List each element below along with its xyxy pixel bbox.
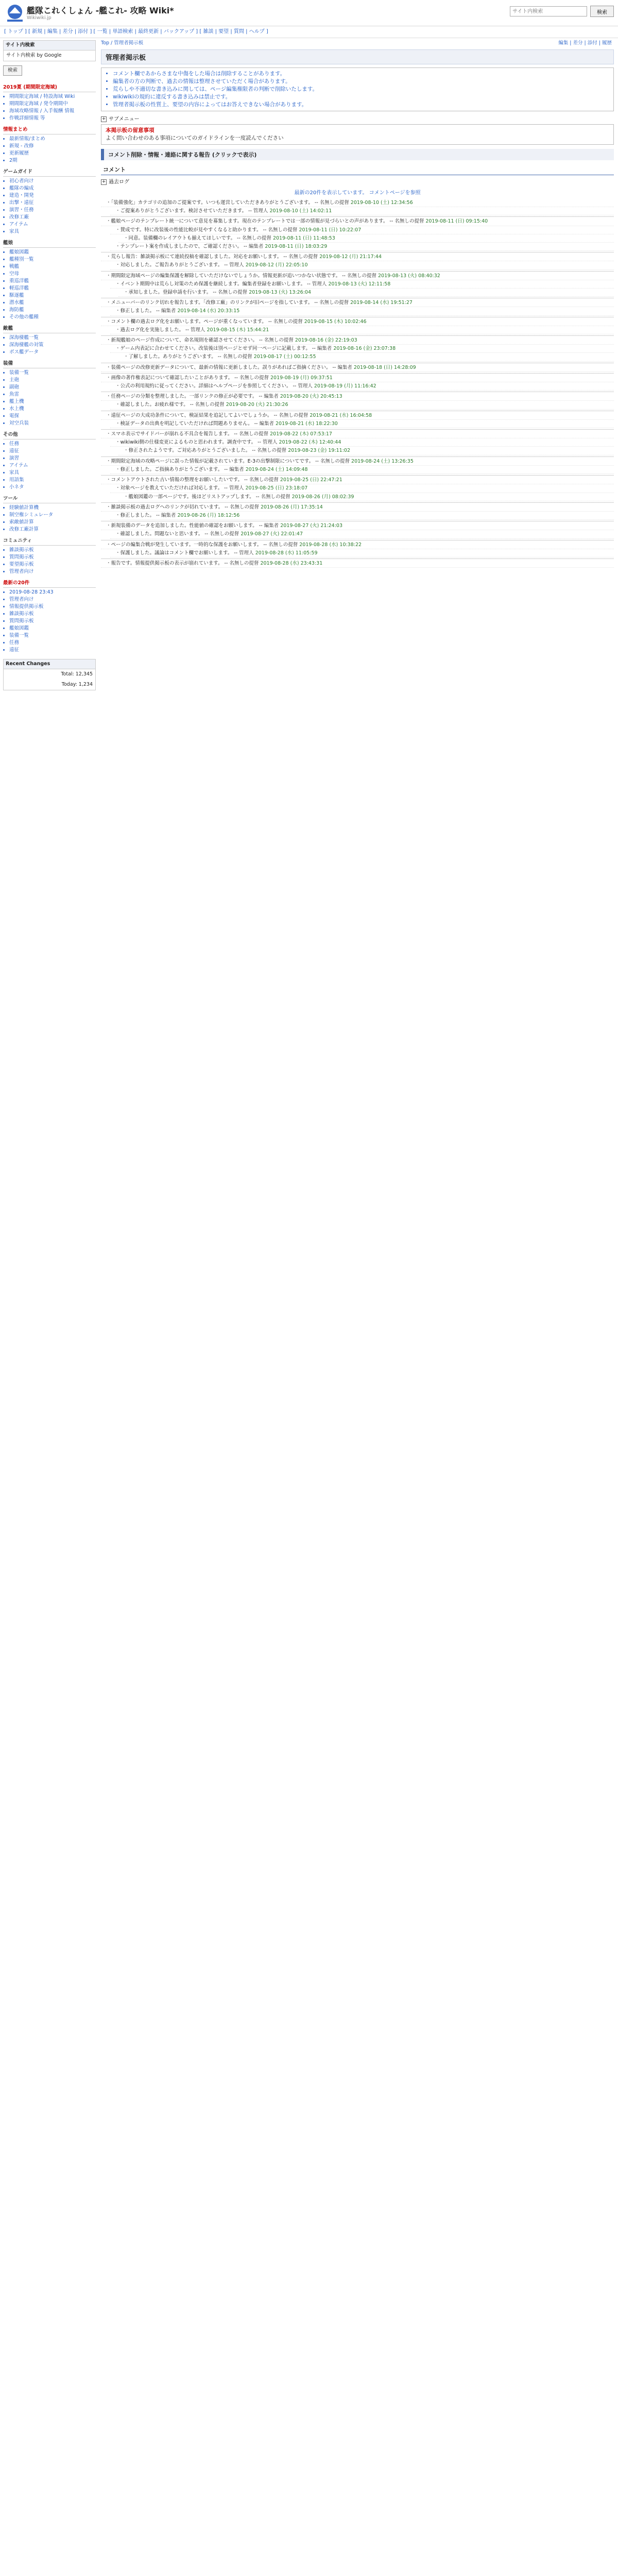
list-item[interactable]: • 質問掲示板 bbox=[9, 618, 96, 625]
comment-date: 2019-08-18 (日) 14:28:09 bbox=[353, 364, 416, 370]
list-item[interactable]: • 任務 bbox=[9, 639, 96, 647]
list-item[interactable]: • 作戦詳細情報 等 bbox=[9, 115, 96, 122]
comment-item bbox=[101, 363, 614, 372]
comment-author: 編集者 bbox=[264, 394, 280, 400]
list-item[interactable]: • 出撃・遠征 bbox=[9, 199, 96, 207]
comment-date: 2019-08-11 (日) 18:03:29 bbox=[265, 244, 328, 250]
list-item[interactable]: • 電探 bbox=[9, 413, 96, 420]
comment-text: スマホ表示でサイドバーが崩れる不具合を報告します。 -- bbox=[111, 431, 239, 437]
page-title: 管理者掲示板 bbox=[101, 49, 614, 64]
comment-date: 2019-08-17 (土) 00:12:55 bbox=[253, 354, 316, 360]
list-item[interactable]: • 任務 bbox=[9, 440, 96, 448]
comment-item bbox=[110, 243, 614, 251]
comment-date: 2019-08-13 (火) 12:11:58 bbox=[328, 281, 391, 287]
comment-author: 編集者 bbox=[259, 420, 276, 427]
list-item[interactable]: • 装備一覧 bbox=[9, 369, 96, 377]
comment-author: 名無しの提督 bbox=[239, 431, 270, 437]
comment-text: 過去ログ化を実施しました。 -- bbox=[120, 327, 191, 333]
comment-author: 名無しの提督 bbox=[288, 254, 320, 260]
list-item[interactable]: • 家具 bbox=[9, 228, 96, 235]
submenu-fold-label[interactable]: サブメニュー bbox=[109, 116, 140, 122]
list-item[interactable]: • アイテム bbox=[9, 221, 96, 228]
comment-date: 2019-08-20 (火) 20:45:13 bbox=[280, 394, 342, 400]
comment-item bbox=[101, 411, 614, 420]
comment-text: wikiwiki側の仕様変更によるものと思われます。調査中です。 -- bbox=[120, 439, 263, 446]
list-item[interactable]: • 改修工廠 bbox=[9, 214, 96, 221]
comment-author: 名無しの提督 bbox=[279, 412, 310, 418]
list-item[interactable]: • その他の艦種 bbox=[9, 314, 96, 321]
comment-author: 管理人 bbox=[229, 485, 246, 492]
notice-box bbox=[101, 67, 614, 111]
comment-date: 2019-08-15 (木) 15:44:21 bbox=[207, 327, 269, 333]
sidebar-community-title: コミュニティ bbox=[3, 537, 96, 546]
sidebar-game-title: ゲームガイド bbox=[3, 168, 96, 177]
sidebar-search-box bbox=[3, 40, 96, 61]
sidebar-other-list bbox=[3, 440, 96, 491]
comment-date: 2019-08-26 (月) 17:35:14 bbox=[261, 504, 323, 510]
comment-item bbox=[110, 549, 614, 557]
comment-text: ご提案ありがとうございます。検討させていただきます。 -- bbox=[120, 208, 253, 214]
list-item[interactable]: • 更新履歴 bbox=[9, 150, 96, 157]
comment-date: 2019-08-28 (水) 11:05:59 bbox=[255, 550, 318, 556]
sidebar bbox=[0, 38, 99, 2576]
comment-text: 艦娘ページのテンプレート統一について意見を募集します。現在のテンプレートでは一部の情報が見づらいとの声があります。 -- bbox=[111, 218, 395, 225]
comment-text: ページの編集合戦が発生しています。一時的な保護をお願いします。 -- bbox=[111, 541, 269, 548]
alert-box bbox=[101, 124, 614, 145]
comment-author: 編集者 bbox=[337, 364, 354, 370]
comment-author: 編集者 bbox=[161, 512, 178, 518]
comment-author: 管理人 bbox=[263, 439, 279, 446]
list-item[interactable]: • wikiwikiの規約に違反する書き込みは禁止です。 bbox=[113, 93, 609, 101]
list-item[interactable]: • ボス艦データ bbox=[9, 349, 96, 356]
sidebar-tools-title: ツール bbox=[3, 495, 96, 503]
list-item[interactable]: • 対空兵装 bbox=[9, 420, 96, 427]
comment-date: 2019-08-12 (月) 22:05:10 bbox=[245, 262, 308, 268]
list-item[interactable]: • 新規 - 改修 bbox=[9, 143, 96, 150]
comment-pager[interactable]: 最新の20件を表示しています。 コメントページを参照 bbox=[294, 190, 421, 196]
comment-date: 2019-08-22 (木) 07:53:17 bbox=[270, 431, 332, 437]
list-item[interactable]: • 制空権シミュレータ bbox=[9, 512, 96, 519]
sidebar-tools-list bbox=[3, 504, 96, 533]
comment-author: 名無しの提督 bbox=[210, 531, 241, 537]
list-item[interactable]: • 駆逐艦 bbox=[9, 292, 96, 299]
list-item[interactable]: • 潜水艦 bbox=[9, 299, 96, 307]
comment-item bbox=[110, 512, 614, 520]
comment-item bbox=[101, 502, 614, 512]
comment-author: 名無しの提督 bbox=[273, 318, 304, 325]
comment-item bbox=[110, 207, 614, 215]
comment-author: 名無しの提督 bbox=[394, 218, 426, 225]
list-item[interactable]: • 海防艦 bbox=[9, 307, 96, 314]
comment-date: 2019-08-23 (金) 19:11:02 bbox=[288, 448, 351, 454]
sidebar-enemy-list bbox=[3, 334, 96, 356]
expand-icon[interactable]: + bbox=[101, 179, 106, 184]
comment-date: 2019-08-25 (日) 23:18:07 bbox=[245, 485, 308, 492]
comment-item bbox=[101, 216, 614, 226]
sidebar-enemy-title: 敵艦 bbox=[3, 325, 96, 333]
list-item[interactable]: • 期間限定海域 / 特設海域 Wiki bbox=[9, 93, 96, 100]
comment-author: 名無しの提督 bbox=[264, 337, 295, 344]
comment-item bbox=[110, 530, 614, 538]
comment-text: 了解しました。ありがとうございます。 -- bbox=[128, 354, 223, 360]
comment-item bbox=[101, 199, 614, 207]
sidebar-other-title: その他 bbox=[3, 431, 96, 439]
comment-text: 装備ページの改修更新データについて、最新の情報に更新しました。誤りがあればご指摘ください。 -- bbox=[111, 364, 338, 370]
sidebar-search-title: サイト内検索 bbox=[4, 41, 95, 50]
comment-author: 名無しの提督 bbox=[268, 227, 299, 233]
comment-text: 画像の著作権表記について確認したいことがあります。 -- bbox=[111, 375, 239, 381]
comment-date: 2019-08-14 (水) 20:33:15 bbox=[177, 308, 240, 314]
comment-text: 保護しました。議論はコメント欄でお願いします。 -- bbox=[120, 550, 239, 556]
comment-text: 雑談掲示板の過去ログへのリンクが切れています。 -- bbox=[111, 504, 230, 510]
comment-date: 2019-08-19 (月) 09:37:51 bbox=[270, 375, 333, 381]
comment-item bbox=[110, 466, 614, 474]
list-item[interactable]: • コメント欄であからさまな中傷をした場合は削除することがあります。 bbox=[113, 70, 609, 78]
comment-author: 名無しの提督 bbox=[229, 504, 261, 510]
list-item[interactable]: • 水上機 bbox=[9, 405, 96, 413]
comment-date: 2019-08-19 (月) 11:16:42 bbox=[314, 383, 376, 389]
list-item[interactable]: • 遠征 bbox=[9, 448, 96, 455]
comment-author: 名無しの提督 bbox=[218, 290, 249, 296]
list-item[interactable]: • 軽巡洋艦 bbox=[9, 285, 96, 292]
sidebar-search-value[interactable]: サイト内検索 by Google bbox=[6, 53, 62, 58]
comment-date: 2019-08-27 (火) 22:01:47 bbox=[241, 531, 303, 537]
comment-text: テンプレート案を作成しましたので、ご確認ください。 -- bbox=[120, 244, 249, 250]
list-item[interactable]: • 艦娘図鑑 bbox=[9, 249, 96, 256]
comment-date: 2019-08-15 (木) 10:02:46 bbox=[304, 318, 367, 325]
comment-item bbox=[118, 353, 614, 361]
list-item[interactable]: • 艦種別一覧 bbox=[9, 256, 96, 263]
comment-item bbox=[101, 475, 614, 484]
list-item[interactable]: • 艦隊の編成 bbox=[9, 185, 96, 192]
comment-date: 2019-08-14 (水) 19:51:27 bbox=[350, 300, 413, 306]
comment-text: 新規装備のデータを追加しました。性能値の確認をお願いします。 -- bbox=[111, 523, 264, 529]
list-item[interactable]: • 装備一覧 bbox=[9, 632, 96, 639]
comment-item bbox=[118, 493, 614, 501]
comment-date: 2019-08-12 (月) 21:17:44 bbox=[319, 254, 382, 260]
sidebar-equip-title: 装備 bbox=[3, 360, 96, 368]
comment-item bbox=[110, 307, 614, 315]
list-item[interactable]: • 雑談掲示板 bbox=[9, 611, 96, 618]
sidebar-community-list bbox=[3, 547, 96, 575]
sidebar-news-title: 2019夏 (期間限定海域) bbox=[3, 84, 96, 92]
list-item[interactable]: • 家具 bbox=[9, 469, 96, 477]
comment-text: 公式の利用規約に従ってください。詳細はヘルプページを参照してください。 -- bbox=[120, 383, 298, 389]
site-header bbox=[0, 0, 618, 26]
comment-text: コメント欄の過去ログ化をお願いします。ページが重くなっています。 -- bbox=[111, 318, 273, 325]
sidebar-counter-total: Total: 12,345 bbox=[61, 671, 93, 677]
comment-text: コメントアウトされた古い情報の整理をお願いしたいです。 -- bbox=[111, 477, 249, 483]
comment-author: 編集者 bbox=[161, 308, 178, 314]
report-section-heading[interactable]: コメント削除・情報・連絡に関する報告 (クリックで表示) bbox=[101, 149, 614, 160]
comment-date: 2019-08-26 (月) 08:02:39 bbox=[291, 494, 354, 500]
comment-author: 名無しの提督 bbox=[268, 541, 300, 548]
alert-text[interactable]: よく問い合わせのある事項についてのガイドラインを一度読んでください bbox=[106, 135, 284, 141]
main-content bbox=[101, 38, 614, 2576]
list-item[interactable]: • 改修工廠計算 bbox=[9, 526, 96, 533]
list-item[interactable]: • 管理者向け bbox=[9, 596, 96, 603]
comment-text: 艦娘図鑑の一部ページです。後ほどリストアップします。 -- bbox=[128, 494, 261, 500]
comment-text: 確認しました。問題ないと思います。 -- bbox=[120, 531, 210, 537]
comment-item bbox=[118, 289, 614, 297]
comment-item bbox=[110, 226, 614, 234]
comment-text: 修正しました。 -- bbox=[120, 308, 161, 314]
comment-date: 2019-08-16 (金) 22:19:03 bbox=[295, 337, 357, 344]
comment-author: 名無しの提督 bbox=[242, 235, 273, 241]
comment-item bbox=[110, 280, 614, 289]
comment-author: 名無しの提督 bbox=[249, 477, 280, 483]
site-subtitle: Wikiwiki.jp bbox=[27, 15, 52, 21]
sidebar-game-list bbox=[3, 178, 96, 235]
comment-text: 修正しました。 -- bbox=[120, 512, 161, 518]
list-item[interactable]: • 情報提供掲示板 bbox=[9, 603, 96, 611]
list-item[interactable]: • 管理者向け bbox=[9, 568, 96, 575]
comment-item bbox=[110, 326, 614, 334]
comment-author: 名無しの提督 bbox=[347, 273, 378, 279]
list-item[interactable]: • 建造・開発 bbox=[9, 192, 96, 199]
archive-fold[interactable] bbox=[101, 177, 614, 185]
comment-text: 賛成です。特に改装後の性能比較が見やすくなると助かります。 -- bbox=[120, 227, 268, 233]
comment-text: 新規艦娘のページ作成について、命名規則を確認させてください。 -- bbox=[111, 337, 264, 344]
sidebar-summary-list bbox=[3, 135, 96, 164]
comment-item bbox=[101, 335, 614, 345]
comment-author: 管理人 bbox=[229, 262, 246, 268]
list-item[interactable]: • 索敵値計算 bbox=[9, 519, 96, 526]
list-item[interactable]: • 深海棲艦一覧 bbox=[9, 334, 96, 342]
sidebar-recent-list bbox=[3, 589, 96, 654]
comment-date: 2019-08-13 (火) 08:40:32 bbox=[378, 273, 440, 279]
comment-author: 名無しの提督 bbox=[319, 300, 351, 306]
comment-item bbox=[110, 382, 614, 391]
comment-author: 編集者 bbox=[264, 523, 281, 529]
comment-item bbox=[110, 345, 614, 353]
list-item[interactable]: • 初心者向け bbox=[9, 178, 96, 185]
alert-title: 本掲示板の留意事項 bbox=[106, 127, 154, 133]
comment-date: 2019-08-10 (土) 14:02:11 bbox=[269, 208, 332, 214]
page-toolbar bbox=[101, 38, 614, 48]
comment-text: イベント期間中は荒らし対策のため保護を継続します。編集者登録をお願いします。 -- bbox=[120, 281, 312, 287]
list-item[interactable]: • 艦上機 bbox=[9, 398, 96, 405]
sidebar-search-button[interactable]: 検索 bbox=[3, 65, 22, 76]
comment-date: 2019-08-24 (土) 14:09:48 bbox=[245, 466, 308, 472]
comment-item bbox=[101, 429, 614, 438]
sidebar-counter-box bbox=[3, 659, 96, 690]
comment-text: 検証データの出典を明記していただければ問題ありません。 -- bbox=[120, 420, 260, 427]
comment-text: 修正されたようです。ご対応ありがとうございました。 -- bbox=[128, 448, 258, 454]
comment-author: 編集者 bbox=[248, 244, 265, 250]
comment-date: 2019-08-22 (木) 12:40:44 bbox=[279, 439, 341, 446]
sidebar-recent-title: 最新の20件 bbox=[3, 580, 96, 588]
list-item[interactable]: • 編集者の方の判断で、過去の情報は整理させていただく場合があります。 bbox=[113, 78, 609, 86]
sidebar-kanmusu-list bbox=[3, 249, 96, 321]
comment-text: 期間限定海域の攻略ページに誤った情報が記載されています。E-3の出撃制限についてです。 -- bbox=[111, 458, 320, 464]
comment-author: 編集者 bbox=[317, 346, 334, 352]
sidebar-counter-title: Recent Changes bbox=[4, 659, 95, 669]
comment-date: 2019-08-13 (火) 13:26:04 bbox=[249, 290, 312, 296]
comment-date: 2019-08-25 (日) 22:47:21 bbox=[280, 477, 342, 483]
comment-author: 管理人 bbox=[253, 208, 270, 214]
comment-text: 同意。装備欄のレイアウトも揃えてほしいです。 -- bbox=[128, 235, 242, 241]
comment-date: 2019-08-20 (火) 21:30:26 bbox=[226, 402, 288, 408]
sidebar-summary-title: 情報まとめ bbox=[3, 126, 96, 134]
expand-icon[interactable]: + bbox=[101, 116, 106, 122]
notice-list bbox=[106, 70, 609, 109]
submenu-fold[interactable] bbox=[101, 114, 614, 122]
comment-date: 2019-08-28 (水) 23:43:31 bbox=[260, 560, 323, 566]
comment-item bbox=[118, 447, 614, 455]
header-search-input[interactable] bbox=[510, 6, 587, 16]
comment-date: 2019-08-11 (日) 11:48:53 bbox=[272, 235, 335, 241]
comment-author: 管理人 bbox=[190, 327, 207, 333]
comment-text: 期間限定海域ページの編集保護を解除していただけないでしょうか。情報更新が追いつかない状態です。 -- bbox=[111, 273, 347, 279]
list-item[interactable]: • 空母 bbox=[9, 270, 96, 278]
comment-author: 名無しの提督 bbox=[222, 354, 254, 360]
list-item[interactable]: • 魚雷 bbox=[9, 391, 96, 398]
sidebar-equip-list bbox=[3, 369, 96, 427]
list-item[interactable]: • 最新情報/まとめ bbox=[9, 135, 96, 143]
sidebar-kanmusu-title: 艦娘 bbox=[3, 240, 96, 248]
comment-item bbox=[110, 484, 614, 493]
list-item[interactable]: • 質問掲示板 bbox=[9, 554, 96, 561]
comment-text: メニューバーのリンク切れを報告します。「改修工廠」のリンクが旧ページを指しています。 -- bbox=[111, 300, 320, 306]
list-item[interactable]: • 期間限定海域 / 発令期間中 bbox=[9, 100, 96, 108]
comment-date: 2019-08-28 (水) 10:38:22 bbox=[299, 541, 362, 548]
list-item[interactable]: • 重巡洋艦 bbox=[9, 278, 96, 285]
comment-text: 報告です。情報提供掲示板の表示が崩れています。 -- bbox=[111, 560, 230, 566]
comment-author: 名無しの提督 bbox=[320, 458, 352, 464]
list-item[interactable]: • 管理者掲示板の性質上、要望の内容によってはお答えできない場合があります。 bbox=[113, 101, 609, 109]
list-item[interactable]: • 遠征 bbox=[9, 647, 96, 654]
comment-date: 2019-08-11 (日) 09:15:40 bbox=[425, 218, 488, 225]
list-item[interactable]: • 主砲 bbox=[9, 377, 96, 384]
list-item[interactable]: • アイテム bbox=[9, 462, 96, 469]
comment-item bbox=[110, 438, 614, 447]
comment-text: 承知しました。登録申請を行います。 -- bbox=[128, 290, 218, 296]
list-item[interactable]: • 2019-08-28 23:43 bbox=[9, 589, 96, 596]
list-item[interactable]: • 要望掲示板 bbox=[9, 561, 96, 568]
comment-text: 任務ページの分類を整理しました。一部リンクの修正が必要です。 -- bbox=[111, 394, 264, 400]
page-actions[interactable]: 編集 | 差分 | 添付 | 履歴 bbox=[558, 40, 612, 46]
comment-author: 名無しの提督 bbox=[195, 402, 226, 408]
comment-author: 管理人 bbox=[298, 383, 314, 389]
list-item[interactable]: • 荒らしや不適切な書き込みに関しては、ページ編集権限者の判断で削除いたします。 bbox=[113, 86, 609, 93]
comment-item bbox=[101, 558, 614, 568]
comment-date: 2019-08-10 (土) 12:34:56 bbox=[350, 200, 413, 206]
comment-item bbox=[101, 271, 614, 280]
comment-list bbox=[101, 199, 614, 568]
list-item[interactable]: • 小ネタ bbox=[9, 484, 96, 491]
header-search-button[interactable]: 検索 bbox=[590, 6, 614, 17]
comment-text: 対象ページを教えていただければ対応します。 -- bbox=[120, 485, 229, 492]
comment-text: 荒らし報告：雑談掲示板にて連続投稿を確認しました。対応をお願いします。 -- bbox=[111, 254, 289, 260]
comment-text: ゲーム内表記に合わせてください。改装後は別ページとせず同一ページに記載します。 -- bbox=[120, 346, 317, 352]
list-item[interactable]: • 経験値計算機 bbox=[9, 504, 96, 512]
comment-item bbox=[110, 420, 614, 428]
comment-date: 2019-08-24 (土) 13:26:35 bbox=[351, 458, 414, 464]
comment-author: 名無しの提督 bbox=[319, 200, 351, 206]
comment-date: 2019-08-26 (月) 18:12:56 bbox=[177, 512, 240, 518]
comment-date: 2019-08-16 (金) 23:07:38 bbox=[333, 346, 396, 352]
list-item[interactable]: • 海域攻略情報 / 入手報酬 情報 bbox=[9, 108, 96, 115]
comment-author: 名無しの提督 bbox=[239, 375, 270, 381]
comment-item bbox=[101, 373, 614, 382]
sidebar-news-list bbox=[3, 93, 96, 122]
list-item[interactable]: • 用語集 bbox=[9, 477, 96, 484]
list-item[interactable]: • 演習・任務 bbox=[9, 207, 96, 214]
comment-item bbox=[101, 252, 614, 261]
comment-date: 2019-08-11 (日) 10:22:07 bbox=[299, 227, 362, 233]
comment-item bbox=[110, 401, 614, 409]
list-item[interactable]: • 副砲 bbox=[9, 384, 96, 391]
site-title[interactable]: 艦隊これくしょん -艦これ- 攻略 Wiki* bbox=[27, 6, 174, 15]
comment-text: 確認しました。お疲れ様です。 -- bbox=[120, 402, 195, 408]
list-item[interactable]: • 雑談掲示板 bbox=[9, 547, 96, 554]
list-item[interactable]: • 2期 bbox=[9, 157, 96, 164]
site-logo-icon[interactable] bbox=[4, 3, 26, 23]
breadcrumb[interactable]: Top / 管理者掲示板 bbox=[101, 40, 144, 46]
comment-date: 2019-08-27 (火) 21:24:03 bbox=[280, 523, 343, 529]
comment-author: 名無しの提督 bbox=[257, 448, 288, 454]
list-item[interactable]: • 艦娘図鑑 bbox=[9, 625, 96, 632]
comment-item bbox=[101, 540, 614, 549]
comment-item bbox=[110, 261, 614, 269]
comment-text: 対応しました。ご報告ありがとうございます。 -- bbox=[120, 262, 230, 268]
comment-item bbox=[101, 317, 614, 326]
comment-item bbox=[101, 521, 614, 530]
comment-item bbox=[118, 234, 614, 243]
comment-text: 修正しました。ご指摘ありがとうございます。 -- bbox=[120, 466, 230, 472]
list-item[interactable]: • 戦艦 bbox=[9, 263, 96, 270]
top-navigation[interactable]: [ トップ ] [ 新規 | 編集 | 差分 | 添付 ] [ 一覧 | 単語検索 | 最終更新 | バックアップ ] [ 雑談 | 要望 | 質問 | ヘルプ ] bbox=[0, 26, 618, 38]
sidebar-counter-today: Today: 1,234 bbox=[61, 682, 93, 687]
archive-fold-label[interactable]: 過去ログ bbox=[109, 179, 129, 185]
comment-item bbox=[101, 298, 614, 307]
comment-author: 名無しの提督 bbox=[229, 560, 261, 566]
comment-author: 管理人 bbox=[312, 281, 329, 287]
list-item[interactable]: • 演習 bbox=[9, 455, 96, 462]
comment-author: 名無しの提督 bbox=[261, 494, 292, 500]
comment-author: 管理人 bbox=[239, 550, 255, 556]
comment-date: 2019-08-21 (水) 16:04:58 bbox=[310, 412, 372, 418]
comment-text: 「装備強化」カテゴリの追加のご提案です。いつも運営していただきありがとうございます。 -- bbox=[111, 200, 320, 206]
comment-author: 編集者 bbox=[229, 466, 246, 472]
comment-section-heading: コメント bbox=[101, 164, 614, 175]
list-item[interactable]: • 深海棲艦の対策 bbox=[9, 342, 96, 349]
comment-date: 2019-08-21 (水) 18:22:30 bbox=[276, 420, 338, 427]
comment-item bbox=[101, 392, 614, 401]
comment-item bbox=[101, 456, 614, 466]
comment-text: 遠征ページの大成功条件について、検証結果を追記してよいでしょうか。 -- bbox=[111, 412, 279, 418]
